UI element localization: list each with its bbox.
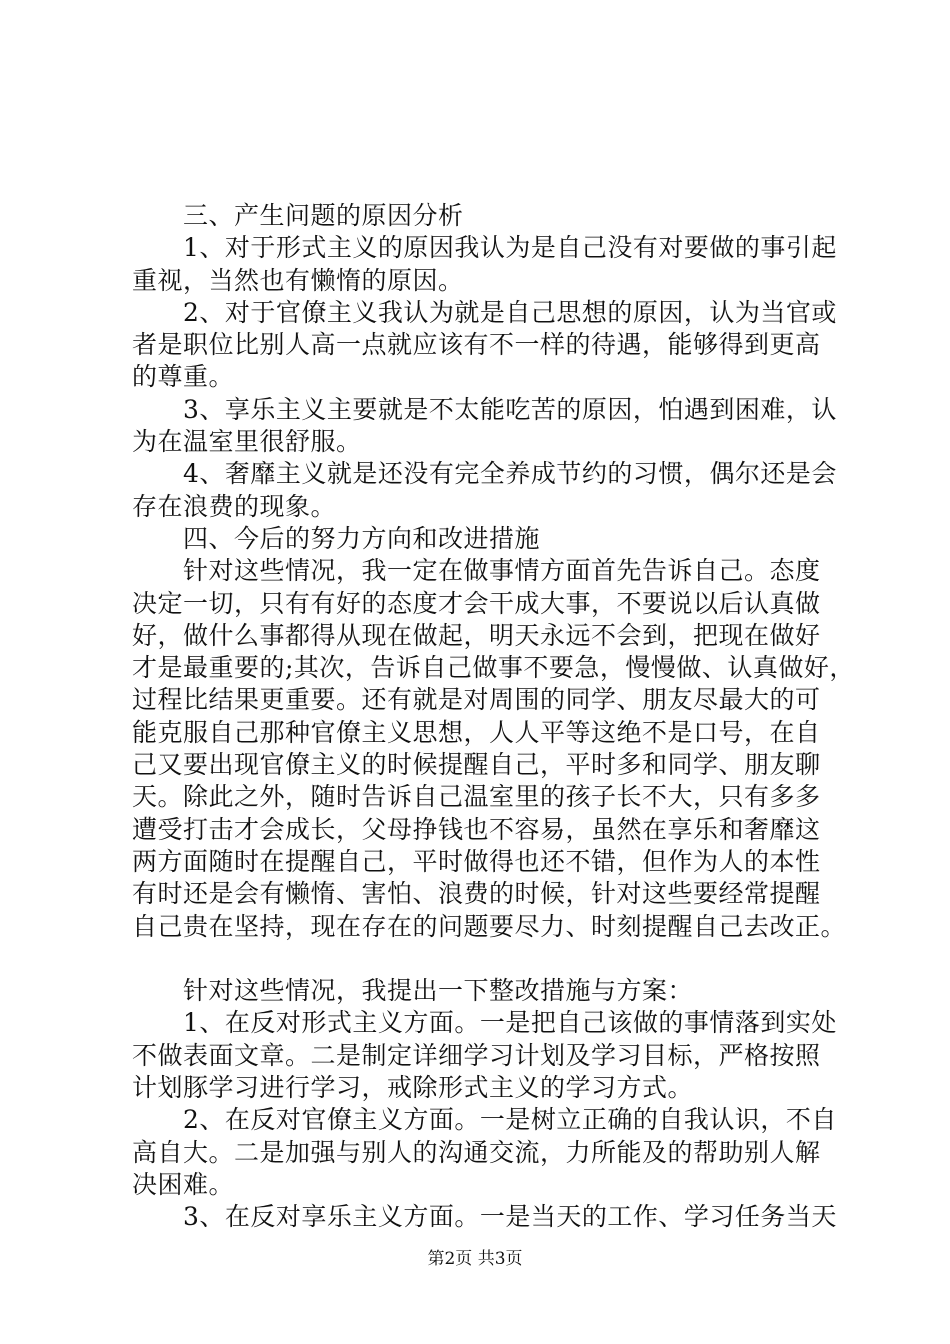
text-line: 1、在反对形式主义方面。一是把自己该做的事情落到实处 <box>132 1008 837 1038</box>
text-line: 己又要出现官僚主义的时候提醒自己，平时多和同学、朋友聊 <box>132 750 821 780</box>
page-footer: 第2页 共3页 <box>427 1249 523 1269</box>
text-line: 的尊重。 <box>132 362 235 392</box>
text-line: 存在浪费的现象。 <box>132 491 337 521</box>
text-line: 四、今后的努力方向和改进措施 <box>132 523 541 553</box>
text-line: 为在温室里很舒服。 <box>132 427 362 457</box>
text-line: 天。除此之外，随时告诉自己温室里的孩子长不大，只有多多 <box>132 782 821 812</box>
document-body <box>132 200 855 1234</box>
text-line: 两方面随时在提醒自己，平时做得也还不错，但作为人的本性 <box>132 846 821 876</box>
text-line: 过程比结果更重要。还有就是对周围的同学、朋友尽最大的可 <box>132 685 821 715</box>
text-line: 针对这些情况，我一定在做事情方面首先告诉自己。态度 <box>132 556 821 586</box>
text-line: 决定一切，只有有好的态度才会干成大事，不要说以后认真做 <box>132 588 821 618</box>
text-line: 3、在反对享乐主义方面。一是当天的工作、学习任务当天 <box>132 1202 837 1232</box>
text-line: 能克服自己那种官僚主义思想，人人平等这绝不是口号，在自 <box>132 717 821 747</box>
text-line: 才是最重要的;其次，告诉自己做事不要急，慢慢做、认真做好， <box>132 653 855 683</box>
text-line: 3、享乐主义主要就是不太能吃苦的原因，怕遇到困难，认 <box>132 394 837 424</box>
text-line: 高自大。二是加强与别人的沟通交流，力所能及的帮助别人解 <box>132 1137 821 1167</box>
text-line: 针对这些情况，我提出一下整改措施与方案： <box>132 976 694 1006</box>
text-line: 者是职位比别人高一点就应该有不一样的待遇，能够得到更高 <box>132 330 821 360</box>
text-line: 遭受打击才会成长，父母挣钱也不容易，虽然在享乐和奢靡这 <box>132 814 821 844</box>
text-line: 2、对于官僚主义我认为就是自己思想的原因，认为当官或 <box>132 297 837 327</box>
text-line <box>132 943 837 975</box>
text-line: 好，做什么事都得从现在做起，明天永远不会到，把现在做好 <box>132 620 821 650</box>
text-line: 重视，当然也有懒惰的原因。 <box>132 265 464 295</box>
text-line: 2、在反对官僚主义方面。一是树立正确的自我认识，不自 <box>132 1105 837 1135</box>
text-line: 决困难。 <box>132 1169 235 1199</box>
text-line: 计划豚学习进行学习，戒除形式主义的学习方式。 <box>132 1073 694 1103</box>
text-line: 4、奢靡主义就是还没有完全养成节约的习惯，偶尔还是会 <box>132 459 837 489</box>
text-line: 自己贵在坚持，现在存在的问题要尽力、时刻提醒自己去改正。 <box>132 911 847 941</box>
text-line: 三、产生问题的原因分析 <box>132 201 464 230</box>
text-line: 不做表面文章。二是制定详细学习计划及学习目标，严格按照 <box>132 1040 821 1070</box>
text-line: 有时还是会有懒惰、害怕、浪费的时候，针对这些要经常提醒 <box>132 879 821 909</box>
text-line: 1、对于形式主义的原因我认为是自己没有对要做的事引起 <box>132 233 837 263</box>
